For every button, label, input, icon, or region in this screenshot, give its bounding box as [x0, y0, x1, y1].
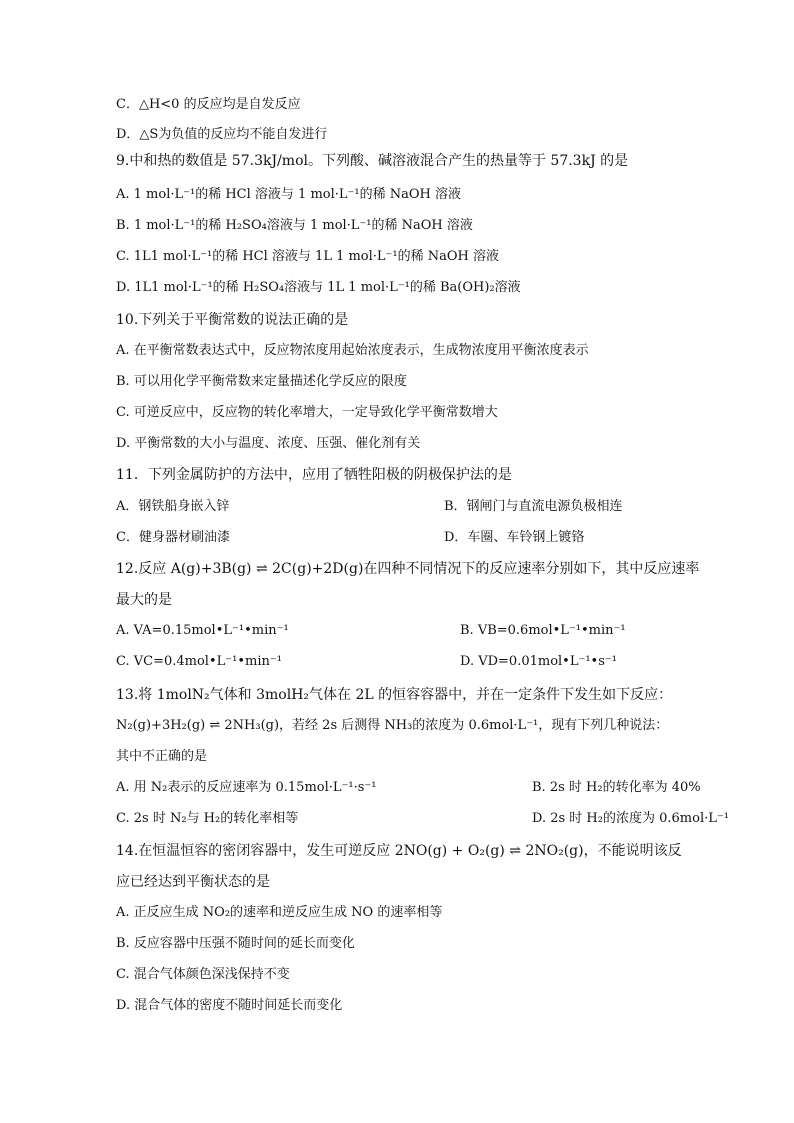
q12-option-d: D. VD=0.01mol•L⁻¹•s⁻¹: [460, 654, 617, 669]
q10-option-c: C. 可逆反应中，反应物的转化率增大，一定导致化学平衡常数增大: [116, 405, 498, 420]
q11-row-1: [116, 498, 623, 516]
option-c-text: C．△H<0 的反应均是自发反应: [116, 97, 301, 112]
q13-option-a: A. 用 N₂表示的反应速率为 0.15mol·L⁻¹·s⁻¹: [116, 780, 377, 795]
q13-option-b: B. 2s 时 H₂的转化率为 40%: [532, 780, 701, 795]
q12-row-1: [116, 622, 626, 640]
question-13: 13.将 1molN₂气体和 3molH₂气体在 2L 的恒容容器中，并在一定条件下发生如下反应：: [116, 687, 673, 703]
q10-option-d: D. 平衡常数的大小与温度、浓度、压强、催化剂有关: [116, 436, 421, 451]
q11-row-2: [116, 529, 585, 547]
question-9: 9.中和热的数值是 57.3kJ/mol。下列酸、碱溶液混合产生的热量等于 57.3kJ 的是: [116, 153, 629, 169]
q14-option-c: C. 混合气体颜色深浅保持不变: [116, 967, 290, 982]
q13-option-d: D. 2s 时 H₂的浓度为 0.6mol·L⁻¹: [532, 811, 729, 826]
q12-row-2: [116, 653, 617, 671]
q11-option-a: A．钢铁船身嵌入锌: [116, 499, 230, 514]
q13-row-2: [116, 810, 729, 828]
q9-option-b: B. 1 mol·L⁻¹的稀 H₂SO₄溶液与 1 mol·L⁻¹的稀 NaOH 溶液: [116, 218, 473, 233]
q9-option-a: A. 1 mol·L⁻¹的稀 HCl 溶液与 1 mol·L⁻¹的稀 NaOH 溶液: [116, 187, 461, 202]
q13-option-c: C. 2s 时 N₂与 H₂的转化率相等: [116, 811, 299, 826]
q12-option-a: A. VA=0.15mol•L⁻¹•min⁻¹: [116, 623, 289, 638]
q12-option-b: B. VB=0.6mol•L⁻¹•min⁻¹: [460, 623, 626, 638]
q11-option-d: D．车圈、车铃钢上镀铬: [444, 530, 585, 545]
q9-option-c: C. 1L1 mol·L⁻¹的稀 HCl 溶液与 1L 1 mol·L⁻¹的稀 NaOH 溶液: [116, 249, 500, 264]
q11-option-b: B．钢闸门与直流电源负极相连: [444, 499, 623, 514]
question-11: 11．下列金属防护的方法中，应用了牺牲阳极的阴极保护法的是: [116, 467, 512, 483]
q10-option-a: A. 在平衡常数表达式中，反应物浓度用起始浓度表示，生成物浓度用平衡浓度表示: [116, 343, 589, 358]
question-14: 14.在恒温恒容的密闭容器中，发生可逆反应 2NO(g) + O₂(g) ⇌ 2NO₂(g)，不能说明该反: [116, 843, 682, 859]
question-14-cont: 应已经达到平衡状态的是: [116, 874, 270, 890]
question-10: 10.下列关于平衡常数的说法正确的是: [116, 312, 349, 328]
q10-option-b: B. 可以用化学平衡常数来定量描述化学反应的限度: [116, 374, 407, 389]
q13-equation: N₂(g)+3H₂(g) ⇌ 2NH₃(g)，若经 2s 后测得 NH₃的浓度为 0.6mol·L⁻¹，现有下列几种说法：: [116, 718, 669, 733]
option-d-text: D．△S为负值的反应均不能自发进行: [116, 127, 328, 142]
question-12-cont: 最大的是: [116, 592, 172, 608]
q14-option-a: A. 正反应生成 NO₂的速率和逆反应生成 NO 的速率相等: [116, 905, 443, 920]
q9-option-d: D. 1L1 mol·L⁻¹的稀 H₂SO₄溶液与 1L 1 mol·L⁻¹的稀 Ba(OH)₂溶液: [116, 280, 521, 295]
question-12: 12.反应 A(g)+3B(g) ⇌ 2C(g)+2D(g)在四种不同情况下的反应速率分别如下，其中反应速率: [116, 561, 700, 577]
q14-option-b: B. 反应容器中压强不随时间的延长而变化: [116, 936, 355, 951]
q11-option-c: C．健身器材刷油漆: [116, 530, 230, 545]
q12-option-c: C. VC=0.4mol•L⁻¹•min⁻¹: [116, 654, 282, 669]
q13-stem: 其中不正确的是: [116, 749, 208, 764]
q13-row-1: [116, 779, 701, 797]
q14-option-d: D. 混合气体的密度不随时间延长而变化: [116, 998, 343, 1013]
